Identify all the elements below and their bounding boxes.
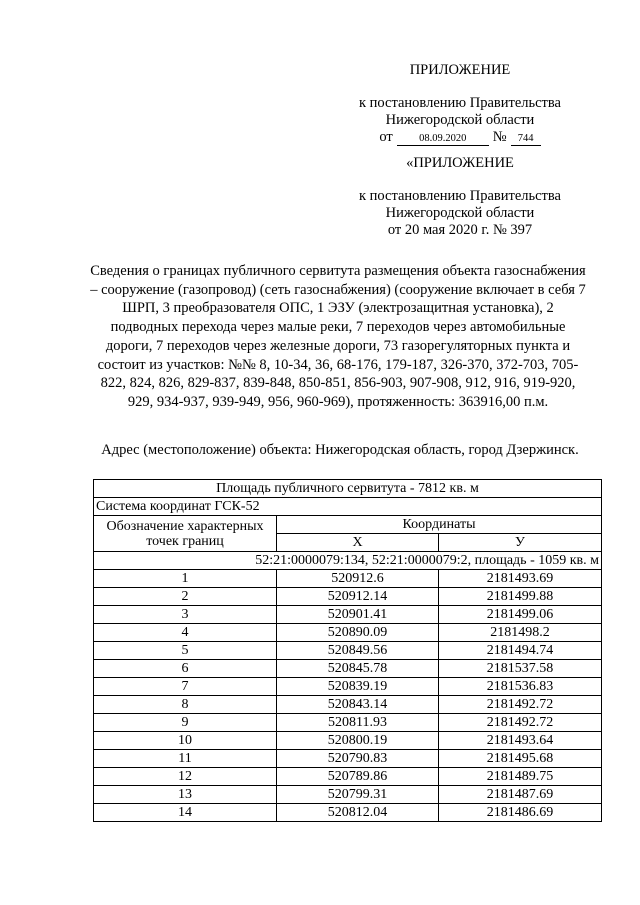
point-number: 6 (94, 660, 277, 678)
table-row (94, 624, 602, 642)
original-decree-line: к постановлению Правительства (359, 188, 561, 204)
table-row (94, 570, 602, 588)
x-coordinate: 520812.04 (277, 804, 439, 822)
table-row (94, 768, 602, 786)
point-number: 7 (94, 678, 277, 696)
y-coordinate: 2181487.69 (439, 786, 602, 804)
y-coordinate: 2181486.69 (439, 804, 602, 822)
point-number: 8 (94, 696, 277, 714)
x-coordinate: 520790.83 (277, 750, 439, 768)
x-coordinate: 520839.19 (277, 678, 439, 696)
x-coordinate: 520799.31 (277, 786, 439, 804)
decree-date-row (340, 129, 580, 146)
y-coordinate: 2181499.88 (439, 588, 602, 606)
y-coordinate: 2181493.64 (439, 732, 602, 750)
x-coordinate: 520800.19 (277, 732, 439, 750)
table-row (94, 804, 602, 822)
table-row (94, 678, 602, 696)
table-row (94, 750, 602, 768)
point-number: 9 (94, 714, 277, 732)
y-coordinate: 2181489.75 (439, 768, 602, 786)
y-coordinate: 2181492.72 (439, 696, 602, 714)
coordinate-system: Система координат ГСК-52 (94, 498, 602, 516)
point-number: 14 (94, 804, 277, 822)
point-number: 13 (94, 786, 277, 804)
original-region-line: Нижегородской области (385, 205, 535, 221)
date-label: от (379, 129, 393, 145)
y-coordinate: 2181492.72 (439, 714, 602, 732)
table-row (94, 786, 602, 804)
x-coordinate: 520843.14 (277, 696, 439, 714)
x-coordinate: 520789.86 (277, 768, 439, 786)
object-address: Адрес (местоположение) объекта: Нижегородская область, город Дзержинск. (101, 442, 579, 458)
y-coordinate: 2181495.68 (439, 750, 602, 768)
point-column-header: Обозначение характерных точек границ (94, 516, 277, 552)
region-line: Нижегородской области (385, 112, 535, 128)
y-coordinate: 2181536.83 (439, 678, 602, 696)
y-coordinate: 2181494.74 (439, 642, 602, 660)
point-number: 4 (94, 624, 277, 642)
table-row (94, 696, 602, 714)
y-coordinate: 2181498.2 (439, 624, 602, 642)
x-coordinate: 520912.6 (277, 570, 439, 588)
parcel-section: 52:21:0000079:134, 52:21:0000079:2, площадь - 1059 кв. м (94, 552, 602, 570)
x-coordinate: 520845.78 (277, 660, 439, 678)
original-decree-date: от 20 мая 2020 г. № 397 (387, 222, 533, 238)
table-row (94, 642, 602, 660)
coordinates-column-header: Координаты (277, 516, 602, 534)
x-coordinate: 520849.56 (277, 642, 439, 660)
table-row (94, 588, 602, 606)
point-number: 12 (94, 768, 277, 786)
x-coordinate: 520901.41 (277, 606, 439, 624)
decree-date: 08.09.2020 (397, 132, 489, 146)
decree-number: 744 (511, 132, 541, 146)
x-coordinate: 520912.14 (277, 588, 439, 606)
decree-line: к постановлению Правительства (359, 95, 561, 111)
original-appendix-header (340, 155, 580, 239)
point-number: 5 (94, 642, 277, 660)
x-coordinate: 520890.09 (277, 624, 439, 642)
point-number: 1 (94, 570, 277, 588)
table-row (94, 660, 602, 678)
y-column-header: У (439, 534, 602, 552)
point-number: 10 (94, 732, 277, 750)
y-coordinate: 2181493.69 (439, 570, 602, 588)
original-appendix-title: «ПРИЛОЖЕНИЕ (406, 155, 514, 171)
x-column-header: X (277, 534, 439, 552)
point-number: 11 (94, 750, 277, 768)
servitude-area-title: Площадь публичного сервитута - 7812 кв. м (94, 480, 602, 498)
table-row (94, 714, 602, 732)
servitude-description: Сведения о границах публичного сервитута размещения объекта газоснабжения – сооружение (газопровод) (сеть газоснабжения) (сооружение включает в себя 7 ШРП, 3 преобразователя ОПС, 1 ЭЗУ (электрозащитная установка), 2 подводных перехода через малые реки, 7 переходов через автомобильные дороги, 7 переходов через железные дороги, 73 газорегуляторных пункта и состоит из участков: №№ 8, 10-34, 36, 68-176, 179-187, 326-370, 372-703, 705-822, 824, 826, 829-837, 839-848, 850-851, 856-903, 907-908, 912, 916, 919-920, 929, 934-937, 939-949, 956, 960-969), протяженность: 363916,00 п.м. (90, 263, 586, 410)
y-coordinate: 2181537.58 (439, 660, 602, 678)
appendix-header (340, 62, 580, 146)
table-row (94, 732, 602, 750)
number-label: № (492, 129, 507, 145)
table-row (94, 606, 602, 624)
appendix-title: ПРИЛОЖЕНИЕ (409, 62, 511, 78)
point-number: 2 (94, 588, 277, 606)
point-number: 3 (94, 606, 277, 624)
y-coordinate: 2181499.06 (439, 606, 602, 624)
coordinates-table (93, 479, 602, 822)
x-coordinate: 520811.93 (277, 714, 439, 732)
